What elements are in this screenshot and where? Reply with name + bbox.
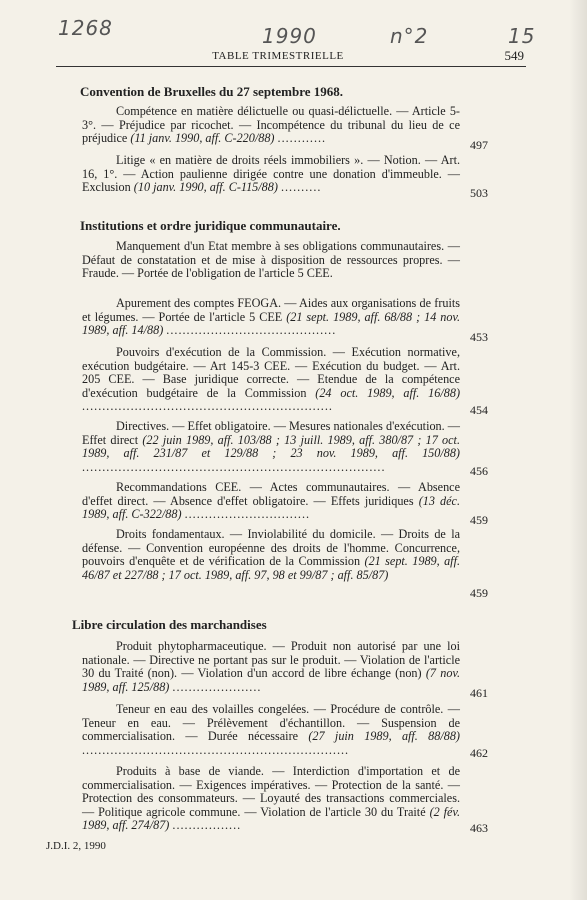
entry-text: Produits à base de viande. — Interdiction d'importation et de commercialisation. — Exigences impératives. — Protection de la santé. — Protection des consommateurs. — Loyauté des transactions commerciales. — Politique agricole commune. — Violation de l'article 30 du Traité <box>82 764 460 819</box>
scan-edge-shadow <box>569 0 587 900</box>
entry-text: Teneur en eau des volailles congelées. — Procédure de contrôle. — Teneur en eau. — Prélèvement d'échantillon. — Suspension de commercialisation. — Durée nécessaire <box>82 702 460 744</box>
entry-citation: (21 sept. 1989, aff. 68/88 ; 14 nov. 1989, aff. 14/88) <box>82 309 460 338</box>
entry-text: Directives. — Effet obligatoire. — Mesures nationales d'exécution. — Effet direct <box>82 419 460 447</box>
entry-page-number: 459 <box>470 513 488 527</box>
entry <box>82 154 460 195</box>
entry <box>82 105 460 146</box>
leader-dots: ........................................................................... <box>82 459 386 474</box>
entry <box>82 528 460 582</box>
entry-citation: (21 sept. 1989, aff. 46/87 et 227/88 ; 17 oct. 1989, aff. 97, 98 et 99/87 ; aff. 85/87) <box>82 554 460 582</box>
entry-citation: (13 déc. 1989, aff. C-322/88) <box>82 493 461 522</box>
section-title: Institutions et ordre juridique communautaire. <box>80 218 341 233</box>
entry <box>82 703 460 757</box>
entry-citation: (2 fév. 1989, aff. 274/87) <box>82 804 461 833</box>
entry-text: Manquement d'un Etat membre à ses obligations communautaires. — Défaut de constatation et de mise à disposition de ressources propres. — Fraude. — Portée de l'obligation de l'article 5 CEE. <box>82 239 460 281</box>
entry-page-number: 459 <box>470 586 488 600</box>
handwritten-annotation: 1268 <box>58 16 113 40</box>
leader-dots: .......... <box>280 180 322 195</box>
entry-citation: (7 nov. 1989, aff. 125/88) <box>82 666 460 694</box>
entry <box>82 297 460 338</box>
handwritten-annotation: n°2 <box>390 24 429 48</box>
entry-text: Droits fondamentaux. — Inviolabilité du domicile. — Droits de la défense. — Convention européenne des droits de l'homme. Concurrence, pouvoirs d'enquête et de vérification de la Commission <box>82 527 460 569</box>
entry-page-number: 463 <box>470 821 488 835</box>
entry-text: Recommandations CEE. — Actes communautaires. — Absence d'effet direct. — Absence d'effet obligatoire. — Effets juridiques <box>82 480 460 508</box>
entry-citation: (24 oct. 1989, aff. 16/88) <box>315 385 461 400</box>
entry <box>82 481 460 522</box>
entry <box>82 640 460 694</box>
entry <box>82 240 460 281</box>
handwritten-annotation: 1990 <box>262 24 317 48</box>
leader-dots: .................................................................. <box>82 742 350 757</box>
entry-text: Litige « en matière de droits réels immobiliers ». — Notion. — Art. 16, 1°. — Action paulienne dirigée contre une donation d'immeuble. — Exclusion <box>82 153 460 195</box>
running-header <box>56 48 524 64</box>
entry-page-number: 462 <box>470 746 488 760</box>
entry-text: Pouvoirs d'exécution de la Commission. — Exécution normative, exécution budgétaire. — Art 145-3 CEE. — Exécution du budget. — Art. 205 CEE. — Base juridique correcte. — Etendue de la compétence d'exécution budgétaire de la Commission <box>82 345 460 400</box>
entry-citation: (10 janv. 1990, aff. C-115/88) <box>133 180 278 195</box>
entry-citation: (27 juin 1989, aff. 88/88) <box>308 729 460 744</box>
entry-citation: (22 juin 1989, aff. 103/88 ; 13 juill. 1989, aff. 380/87 ; 17 oct. 1989, aff. 231/87 et 129/88 ; 23 nov. 1989, aff. 150/88) <box>82 432 460 461</box>
entry-text: Produit phytopharmaceutique. — Produit non autorisé par une loi nationale. — Directive ne portant pas sur le produit. — Violation de l'article 30 du Traité (non). — Violation d'un accord de libre échange (non) <box>82 639 460 681</box>
header-title: TABLE TRIMESTRIELLE <box>212 50 344 62</box>
leader-dots: ...................... <box>172 679 262 694</box>
entry-page-number: 461 <box>470 686 488 700</box>
entry <box>82 346 460 414</box>
leader-dots: .............................................................. <box>82 399 333 414</box>
entry <box>82 765 460 833</box>
entry-page-number: 456 <box>470 464 488 478</box>
entry <box>82 420 460 474</box>
entry-page-number: 454 <box>470 403 488 417</box>
entry-page-number: 503 <box>470 186 488 200</box>
entry-page-number: 497 <box>470 138 488 152</box>
leader-dots: .......................................... <box>166 323 337 338</box>
footer-reference: J.D.I. 2, 1990 <box>46 840 106 852</box>
handwritten-annotation: 15 <box>508 24 536 48</box>
entry-page-number: 453 <box>470 330 488 344</box>
header-page-number: 549 <box>504 48 524 63</box>
leader-dots: ............................... <box>184 507 311 522</box>
header-rule <box>56 66 526 67</box>
leader-dots: ............ <box>277 131 327 146</box>
section-title: Libre circulation des marchandises <box>72 617 267 632</box>
leader-dots: ................. <box>172 818 242 833</box>
section-title: Convention de Bruxelles du 27 septembre 1968. <box>80 84 344 99</box>
entry-citation: (11 janv. 1990, aff. C-220/88) <box>130 131 275 146</box>
entry-text: Compétence en matière délictuelle ou quasi-délictuelle. — Article 5-3°. — Préjudice par ricochet. — Incompétence du tribunal du lieu de ce préjudice <box>82 104 460 146</box>
entry-text: Apurement des comptes FEOGA. — Aides aux organisations de fruits et légumes. — Portée de l'article 5 CEE <box>82 296 460 324</box>
